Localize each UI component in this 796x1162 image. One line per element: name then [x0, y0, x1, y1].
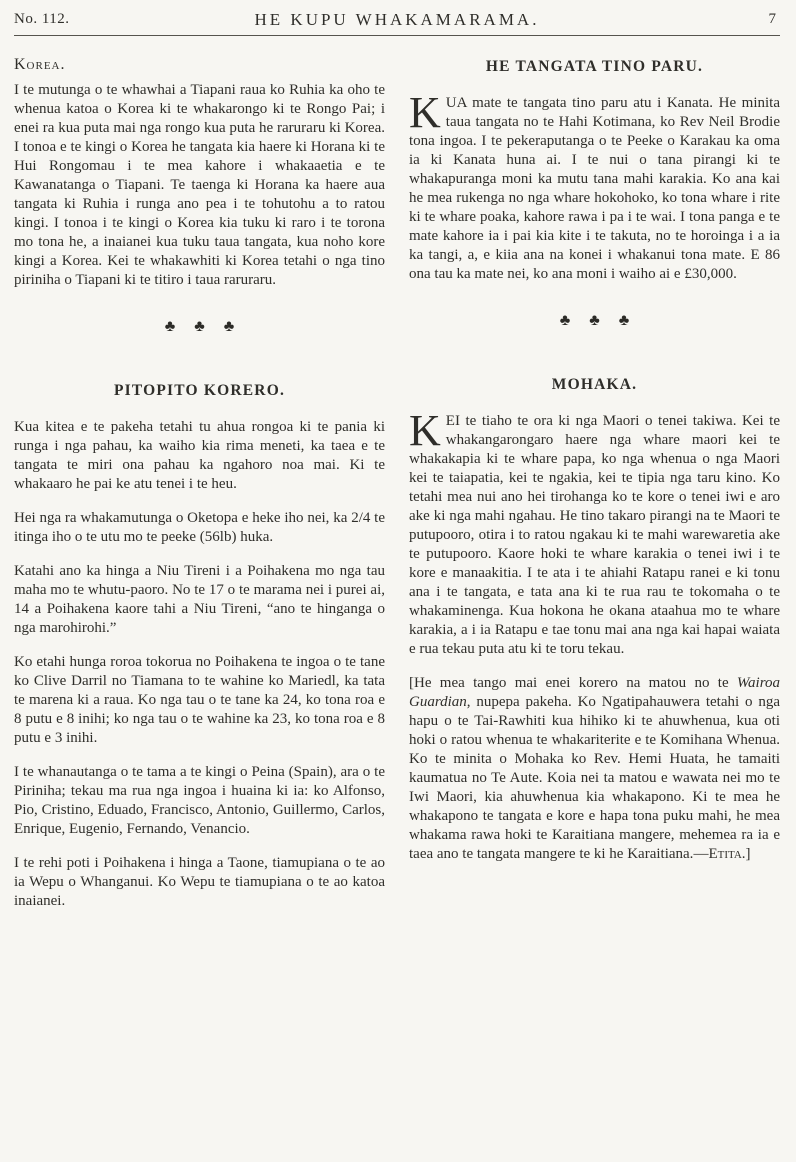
- editor-signoff: —Etita.]: [693, 846, 751, 862]
- editor-note-opening: [He mea tango mai enei korero na matou no te: [409, 675, 737, 691]
- news-item-paragraph: I te rehi poti i Poihakena i hinga a Taone, tiamupiana o te ao ia Wepu o Whanganui. Ko Wepu te tiamupiana o te ao katoa inaianei.: [14, 855, 385, 909]
- news-item-paragraph: I te whanautanga o te tama a te kingi o Peina (Spain), ara o te Piriniha; tekau ma rua nga ingoa i huaina ki ia: ko Alfonso, Pio, Cristino, Eduado, Francisco, Antonio, Guillermo, Carlos, Enrique, Eugenio, Fernando, Venancio.: [14, 764, 385, 837]
- pitopito-korero-heading: PITOPITO KORERO.: [113, 382, 286, 399]
- news-item-paragraph: Kua kitea e te pakeha tetahi tu ahua rongoa ki te pania ki runga i nga pahau, ka waiho kia rima meneti, ka taea e te tangata te miri ona pahau ka ngahoro noa mai. Ki te whakaaro he pai ke atu tenei i te heu.: [14, 419, 385, 492]
- korea-paragraph: I te mutunga o te whawhai a Tiapani raua ko Ruhia ka oho te whenua katoa o Korea ki te whakarongo ki te Rongo Pai; i enei ra kua puta mai nga rongo kua puta he raruraru ki Korea. I tonoa e te kingi o Korea he tangata kia haere ki Horana ki te Hui Rongomau i te mea kahore i whakaaetia e te Kawanatanga o Tiapani. Te taenga ki Horana ka haere aua tangata ki Ruhia i runga ano pea i te tohutohu a to ratou kingi. I tonoa i te kingi o Korea kia tuku ki raro i te torona mo tona he, a inaianei kua tuku taua tangata, kua noho kore kingi a Korea. Kei te whakawhiti ki Korea tetahi o nga tino piriniha o Tiapani ki te titiro i taua raruraru.: [14, 82, 385, 288]
- news-item-paragraph: Ko etahi hunga roroa tokorua no Poihakena te ingoa o te tane ko Clive Darril no Tiamana to te wahine ko Mariedl, ka tata te marena ki a raua. Ko nga tau o te tane ka 24, ko tona roa e 8 putu e 8 inihi; ko nga tau o te wahine ka 23, ko tona roa e 8 putu e 3 inihi.: [14, 654, 385, 746]
- issue-number: No. 112.: [14, 11, 70, 27]
- club-divider-icon: ♣ ♣ ♣: [559, 312, 630, 329]
- korea-section-heading: Korea.: [14, 56, 66, 73]
- masthead: [14, 8, 780, 32]
- newspaper-title: HE KUPU WHAKAMARAMA.: [254, 10, 540, 29]
- editor-note: [409, 674, 780, 864]
- page-number: 7: [768, 11, 776, 27]
- mohaka-heading: MOHAKA.: [551, 376, 638, 393]
- masthead-rule: [14, 35, 780, 36]
- left-column: [14, 56, 385, 926]
- mohaka-paragraph: KEI te tiaho te ora ki nga Maori o tenei takiwa. Kei te whakangarongaro haere nga whare maori kei te whakakapia ki te whare papa, ko nga whenua o nga Maori kei te taiapatia, kei te ngakia, kei te tipia nga taru kino. Ko tetahi mea nui ano hei tirohanga ko te kore o tenei iwi e aro ake ki nga mahi ngahau. He tino takaro pirangi na te Maori te putupooro, otira i to ratou ngakau ki te mahi warewaretia ake te putupooro. Kaore hoki te whare karakia o tenei iwi i te kore e manaakitia. I te ata i te ahiahi Ratapu ranei e ki tonu ana i te tangata, e tata ana ki te rua rau te tokomaha o te whakaminenga. Kua hokona he okana ataahua mo te whare karakia, a i ia Ratapu e tae tonu mai ana nga kai hapai waiata e rua tekau puta atu ki te toru tekau.: [409, 406, 780, 657]
- news-item-paragraph: Hei nga ra whakamutunga o Oketopa e heke iho nei, ka 2/4 te itinga iho o te utu mo te peeke (56lb) huka.: [14, 510, 385, 545]
- editor-note-body: , nupepa pakeha. Ko Ngatipahauwera tetahi o nga hapu o te Tai-Rawhiti kua hihiko ki te ahuwhenua, kua oti hoki o ratou whenua te whakariterite e te Komihana Whenua. Ko te minita o Mohaka ko Rev. Hemi Huata, he tamaiti kaumatua no Te Aute. Koia nei ta matou e wawata nei mo te Iwi Maori, kia ahuwhenua kia whakapono. Ki te mea he whakapono te tangata e kore e hapa tona puku mahi, he mea whakama rawa hoki te Karaitiana mangere, mehemea ra ia e taea ano te tangata mangere te ki he Karaitiana.: [409, 694, 780, 862]
- club-divider-icon: ♣ ♣ ♣: [164, 318, 235, 335]
- right-column: [409, 56, 780, 926]
- news-item-paragraph: Katahi ano ka hinga a Niu Tireni i a Poihakena mo nga tau maha mo te whutu-paoro. No te 17 o te marama nei i purei ai, 14 a Poihakena kaore tahi a Niu Tireni, “ano te hinganga o nga marohirohi.”: [14, 563, 385, 636]
- wairoa-guardian-title: Wairoa Guardian: [409, 675, 780, 710]
- article-columns: [14, 56, 780, 926]
- tangata-paru-paragraph: KUA mate te tangata tino paru atu i Kanata. He minita taua tangata no te Hahi Kotimana, ko Rev Neil Brodie tona ingoa. I te pekeraputanga o te Peeke o Karakau ka oma ia ki Kanata huna ai. I te nui o tana pirangi ki te whakapuranga moni ka mutu tana mahi karakia. Ko ana kai he mea rukenga no nga whare hokohoko, ko tona whare i rite ki te whare poaka, kahore rawa i pa i te wai. I tona panga e te mate kahore ia i pai kia kite i te takuta, no te horoinga i a ia ka tangi, a, e kiia ana na konei i whakanui tona mate. E 86 ona tau ka mate nei, ko ana moni i waiho ai e £30,000.: [409, 88, 780, 282]
- tangata-paru-heading: HE TANGATA TINO PARU.: [485, 58, 704, 75]
